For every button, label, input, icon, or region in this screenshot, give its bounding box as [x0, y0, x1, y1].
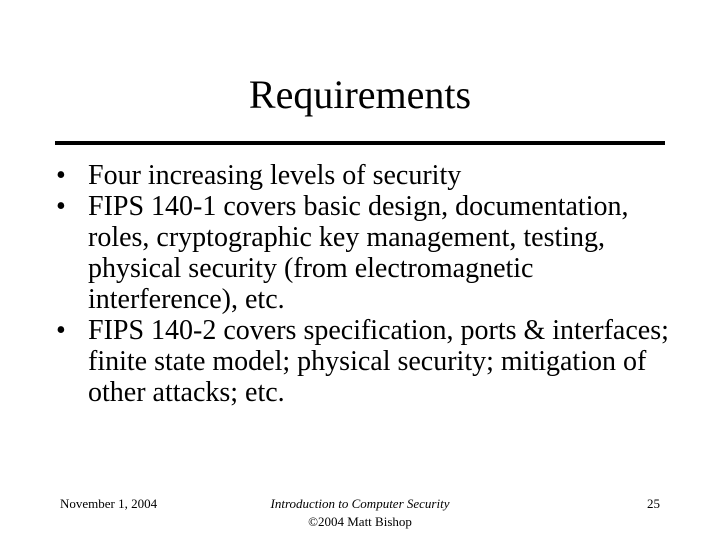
- bullet-text: FIPS 140-1 covers basic design, documentation, roles, cryptographic key management, testing, physical security (from electromagnetic interference), etc.: [88, 191, 629, 315]
- title-divider: [55, 141, 665, 145]
- bullet-icon: •: [56, 315, 66, 346]
- footer-page-number: 25: [647, 496, 660, 511]
- bullet-icon: •: [56, 191, 66, 222]
- footer-course-title: Introduction to Computer Security: [270, 496, 450, 511]
- bullet-text: Four increasing levels of security: [88, 160, 462, 191]
- bullet-item: [56, 191, 676, 315]
- bullet-item: [56, 315, 676, 408]
- footer-copyright: ©2004 Matt Bishop: [308, 514, 412, 529]
- bullet-text: FIPS 140-2 covers specification, ports & interfaces; finite state model; physical security; mitigation of other attacks; etc.: [88, 315, 669, 408]
- bullet-item: [56, 160, 676, 191]
- footer-course-info: [200, 495, 520, 531]
- bullet-list: [56, 160, 676, 408]
- footer-date: November 1, 2004: [60, 496, 158, 511]
- bullet-icon: •: [56, 160, 66, 191]
- slide-title: Requirements: [248, 72, 472, 117]
